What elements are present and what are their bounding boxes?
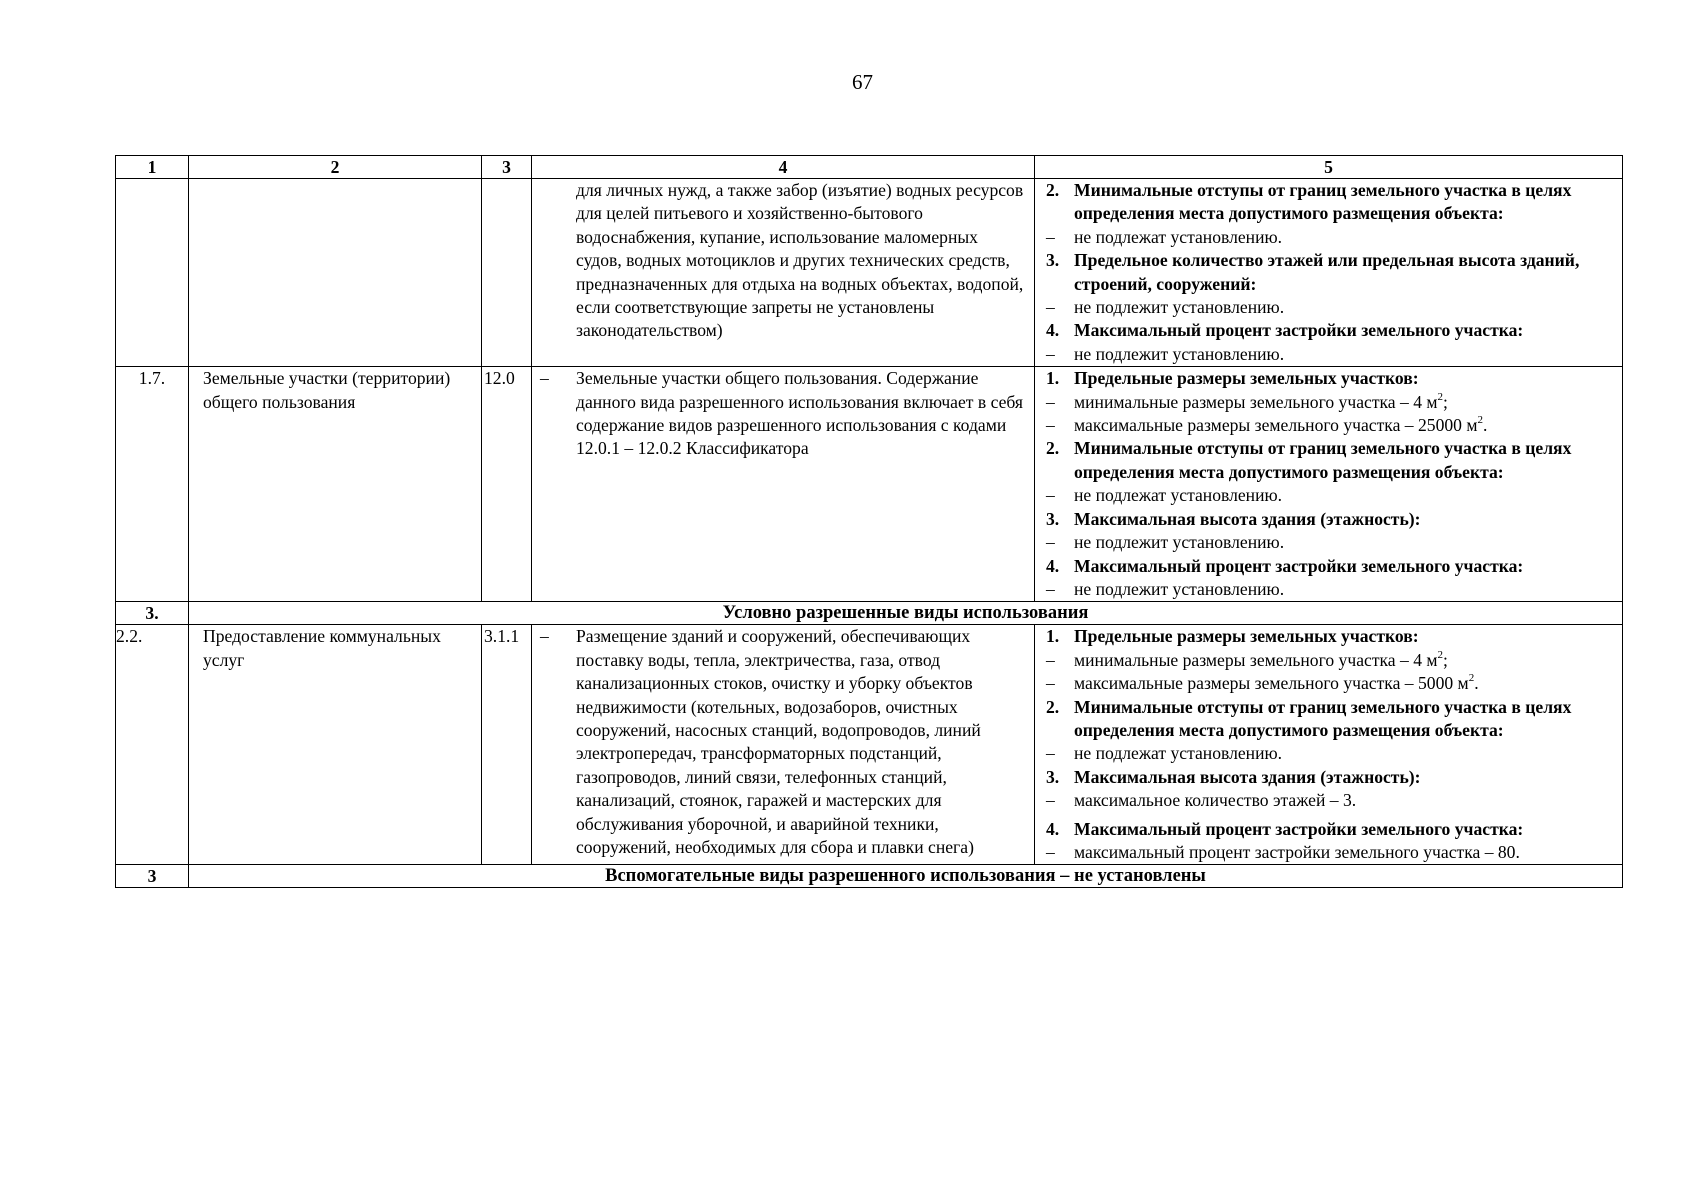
description-cell — [532, 625, 1035, 865]
row-number: 1.7. — [116, 367, 189, 602]
param-text — [1074, 319, 1618, 342]
param-marker: 1. — [1046, 368, 1060, 389]
param-marker: 4. — [1046, 555, 1060, 576]
param-text — [1074, 625, 1618, 648]
params-cell — [1035, 179, 1623, 367]
param-text-tail: . — [1483, 415, 1488, 436]
land-use-name: Предоставление коммунальных услуг — [189, 625, 482, 865]
num-cell — [116, 179, 189, 367]
param-text-main: не подлежит установлению. — [1074, 297, 1285, 318]
param-heading — [1046, 555, 1618, 578]
param-heading — [1046, 696, 1618, 743]
superscript: 2 — [1437, 648, 1444, 661]
param-heading — [1046, 625, 1618, 648]
param-value — [1046, 531, 1618, 554]
param-text — [1074, 437, 1618, 484]
table-row-continuation — [116, 179, 1623, 367]
superscript: 2 — [1477, 414, 1483, 427]
param-text — [1074, 484, 1618, 507]
param-text — [1074, 226, 1618, 249]
superscript: 2 — [1437, 390, 1444, 403]
section-number: 3. — [116, 602, 189, 625]
param-value — [1046, 391, 1618, 414]
param-marker: 2. — [1046, 696, 1060, 717]
param-text-main: не подлежит установлению. — [1074, 343, 1285, 364]
param-value — [1046, 414, 1618, 437]
param-marker: – — [1046, 297, 1055, 318]
classifier-code: 3.1.1 — [482, 625, 532, 865]
param-value — [1046, 226, 1618, 249]
param-text-main: максимальные размеры земельного участка – 25000 м — [1074, 415, 1478, 436]
dash-marker: – — [540, 626, 549, 647]
param-heading — [1046, 437, 1618, 484]
param-marker: 4. — [1046, 818, 1060, 839]
param-value — [1046, 672, 1618, 695]
param-text — [1074, 672, 1618, 695]
param-text-main: Минимальные отступы от границ земельного участка в целях определения места допустимого размещения объекта: — [1074, 180, 1572, 224]
param-text-main: не подлежат установлению. — [1074, 226, 1283, 247]
section-row-conditional — [116, 602, 1623, 625]
param-text-main: Максимальный процент застройки земельного участка: — [1074, 818, 1524, 839]
param-text — [1074, 531, 1618, 554]
param-marker: 3. — [1046, 508, 1060, 529]
table-row-1-7 — [116, 367, 1623, 602]
dash-marker: – — [540, 368, 549, 389]
param-heading — [1046, 766, 1618, 789]
param-marker: 2. — [1046, 180, 1060, 200]
param-text — [1074, 296, 1618, 319]
classifier-code: 12.0 — [482, 367, 532, 602]
param-text — [1074, 179, 1618, 226]
param-marker: – — [1046, 578, 1055, 599]
param-text — [1074, 508, 1618, 531]
param-text-main: Предельные размеры земельных участков: — [1074, 368, 1419, 389]
param-marker: – — [1046, 485, 1055, 506]
header-cell-2: 2 — [189, 156, 482, 179]
param-text — [1074, 766, 1618, 789]
param-text — [1074, 367, 1618, 390]
param-text — [1074, 249, 1618, 296]
param-text-main: максимальный процент застройки земельного участка – 80. — [1074, 841, 1520, 862]
description-cell — [532, 179, 1035, 367]
param-text-main: максимальное количество этажей – 3. — [1074, 790, 1357, 811]
param-marker: – — [1046, 673, 1055, 694]
section-title: Вспомогательные виды разрешенного использования – не установлены — [189, 865, 1623, 888]
param-text-tail: ; — [1443, 649, 1448, 670]
params-cell — [1035, 367, 1623, 602]
param-text-main: минимальные размеры земельного участка – 4 м — [1074, 649, 1438, 670]
param-marker: 2. — [1046, 438, 1060, 459]
section-row-auxiliary — [116, 865, 1623, 888]
param-value — [1046, 296, 1618, 319]
param-heading — [1046, 179, 1618, 226]
param-text-main: Предельное количество этажей или предельная высота зданий, строений, сооружений: — [1074, 250, 1580, 294]
header-cell-5: 5 — [1035, 156, 1623, 179]
param-text-tail: . — [1474, 673, 1479, 694]
superscript: 2 — [1468, 672, 1475, 685]
param-text-main: Минимальные отступы от границ земельного участка в целях определения места допустимого размещения объекта: — [1074, 696, 1572, 740]
param-text-main: Максимальная высота здания (этажность): — [1074, 766, 1421, 787]
param-marker: – — [1046, 649, 1055, 670]
header-cell-4: 4 — [532, 156, 1035, 179]
name-cell — [189, 179, 482, 367]
param-text — [1074, 696, 1618, 743]
param-text-main: Максимальная высота здания (этажность): — [1074, 508, 1421, 529]
params-cell — [1035, 625, 1623, 865]
param-text-main: Предельные размеры земельных участков: — [1074, 626, 1419, 647]
param-heading — [1046, 249, 1618, 296]
table-row-2-2 — [116, 625, 1623, 865]
param-value — [1046, 484, 1618, 507]
param-text — [1074, 818, 1618, 841]
param-marker: – — [1046, 743, 1055, 764]
param-text-main: не подлежит установлению. — [1074, 578, 1285, 599]
param-text-main: не подлежат установлению. — [1074, 743, 1283, 764]
description-cell — [532, 367, 1035, 602]
param-heading — [1046, 319, 1618, 342]
header-row — [116, 156, 1623, 179]
param-marker: – — [1046, 226, 1055, 247]
param-value — [1046, 742, 1618, 765]
description-text: Размещение зданий и сооружений, обеспечивающих поставку воды, тепла, электричества, газа, отвод канализационных стоков, очистку и уборку объектов недвижимости (котельных, водозаборов, очистных сооружений, насосных станций, водопроводов, линий электропередач, трансформаторных подстанций, газопроводов, линий связи, телефонных станций, канализаций, стоянок, гаражей и мастерских для обслуживания уборочной, и аварийной техники, сооружений, необходимых для сбора и плавки снега) — [576, 626, 981, 857]
param-marker: 3. — [1046, 250, 1060, 271]
section-title: Условно разрешенные виды использования — [189, 602, 1623, 625]
param-heading — [1046, 367, 1618, 390]
param-marker: 1. — [1046, 626, 1060, 647]
param-marker: – — [1046, 841, 1055, 862]
param-text — [1074, 343, 1618, 366]
param-heading — [1046, 818, 1618, 841]
param-marker: – — [1046, 391, 1055, 412]
param-text — [1074, 414, 1618, 437]
section-number: 3 — [116, 865, 189, 888]
param-marker: – — [1046, 415, 1055, 436]
param-text — [1074, 841, 1618, 864]
param-text-main: Максимальный процент застройки земельного участка: — [1074, 320, 1524, 341]
param-value — [1046, 578, 1618, 601]
param-text — [1074, 578, 1618, 601]
param-value — [1046, 343, 1618, 366]
param-text-main: Минимальные отступы от границ земельного участка в целях определения места допустимого размещения объекта: — [1074, 438, 1572, 482]
param-value — [1046, 841, 1618, 864]
param-text-main: не подлежит установлению. — [1074, 532, 1285, 553]
param-marker: 3. — [1046, 766, 1060, 787]
description-text: Земельные участки общего пользования. Содержание данного вида разрешенного использования включает в себя содержание видов разрешенного использования с кодами 12.0.1 – 12.0.2 Классификатора — [576, 368, 1024, 459]
param-value — [1046, 789, 1618, 812]
header-cell-3: 3 — [482, 156, 532, 179]
param-value — [1046, 649, 1618, 672]
page-number: 67 — [852, 70, 873, 94]
param-text — [1074, 789, 1618, 812]
param-text-tail: ; — [1443, 391, 1448, 412]
param-marker: – — [1046, 790, 1055, 811]
param-marker: – — [1046, 532, 1055, 553]
param-text-main: Максимальный процент застройки земельного участка: — [1074, 555, 1524, 576]
param-text-main: не подлежат установлению. — [1074, 485, 1283, 506]
param-text-main: максимальные размеры земельного участка – 5000 м — [1074, 673, 1469, 694]
param-text — [1074, 742, 1618, 765]
param-text — [1074, 391, 1618, 414]
param-text — [1074, 555, 1618, 578]
param-text-main: минимальные размеры земельного участка – 4 м — [1074, 391, 1438, 412]
param-marker: – — [1046, 343, 1055, 364]
row-number: 2.2. — [116, 625, 189, 865]
param-marker: 4. — [1046, 320, 1060, 341]
param-heading — [1046, 508, 1618, 531]
description-text: для личных нужд, а также забор (изъятие) водных ресурсов для целей питьевого и хозяйственно-бытового водоснабжения, купание, использование маломерных судов, водных мотоциклов и других технических средств, предназначенных для отдыха на водных объектах, водопой, если соответствующие запреты не установлены законодательством) — [576, 180, 1024, 341]
regulations-table — [115, 155, 1623, 888]
land-use-name: Земельные участки (территории) общего пользования — [189, 367, 482, 602]
code-cell — [482, 179, 532, 367]
header-cell-1: 1 — [116, 156, 189, 179]
param-text — [1074, 649, 1618, 672]
